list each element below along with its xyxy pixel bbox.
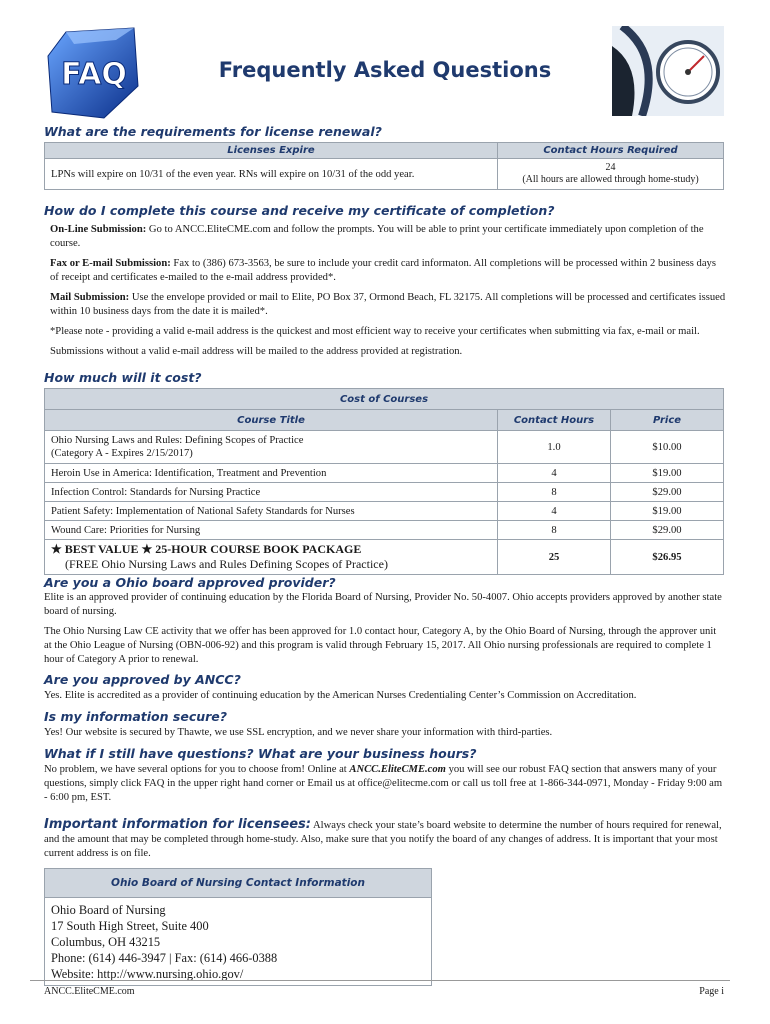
contact-line-1: Ohio Board of Nursing: [51, 903, 166, 917]
course-price: $19.00: [611, 502, 724, 521]
q5-heading: Are you approved by ANCC?: [44, 672, 241, 687]
col-contact-hours: Contact Hours: [498, 410, 611, 431]
renewal-text: LPNs will expire on 10/31 of the even year. RNs will expire on 10/31 of the odd year.: [45, 159, 498, 190]
page-title: Frequently Asked Questions: [218, 58, 552, 82]
contact-line-5[interactable]: Website: http://www.nursing.ohio.gov/: [51, 967, 244, 981]
course-price: $29.00: [611, 483, 724, 502]
online-label: On-Line Submission:: [50, 224, 147, 235]
cost-table-title: Cost of Courses: [45, 389, 724, 410]
q4-heading: Are you a Ohio board approved provider?: [44, 575, 336, 590]
package-price: $26.95: [611, 540, 724, 575]
q7-text-a: No problem, we have several options for you to choose from! Online at: [44, 764, 350, 775]
package-row: [45, 540, 724, 575]
q7-text-b: you will see our robust FAQ section that answers many of your questions, simply click FAQ in the upper right hand corner or Email us at office@elitecme.com or call us toll free at 1-866-344-0971, Monday - Friday 9:00 am - 6:00 pm, EST.: [44, 764, 723, 803]
course-hours: 8: [498, 521, 611, 540]
fax-text: Fax to (386) 673-3563, be sure to include your credit card informaton. All completions will be processed within 2 business days of receipt and certificates e-mailed to the e-mail address provided*.: [50, 258, 716, 283]
q4-paragraph-2: The Ohio Nursing Law CE activity that we offer has been approved for 1.0 contact hour, Category A, by the Ohio Board of Nursing, through the approver unit at the Ohio League of Nursing (OBN-006-92) and this program is valid through February 15, 2017. All Ohio nursing professionals are required to complete 1 hour of Category A prior to renewal.: [44, 626, 717, 665]
footer-divider: [30, 980, 730, 981]
q4-body: [44, 591, 726, 667]
course-hours: 4: [498, 464, 611, 483]
course-price: $19.00: [611, 464, 724, 483]
course-title: Infection Control: Standards for Nursing Practice: [45, 483, 498, 502]
course-hours: 1.0: [498, 431, 611, 464]
q7-heading: What if I still have questions? What are your business hours?: [44, 746, 477, 761]
q1-heading: What are the requirements for license renewal?: [44, 124, 382, 139]
q8-body: [44, 818, 726, 861]
course-title: Ohio Nursing Laws and Rules: Defining Scopes of Practice: [51, 435, 304, 446]
svg-text:FAQ: FAQ: [61, 57, 127, 92]
hours-required: 24: [605, 162, 616, 173]
package-subtitle: (FREE Ohio Nursing Laws and Rules Defining Scopes of Practice): [65, 557, 388, 571]
renewal-table: [44, 142, 724, 190]
table-row: [45, 464, 724, 483]
q4-paragraph-1: Elite is an approved provider of continuing education by the Florida Board of Nursing, Provider No. 50-4007. Ohio accepts providers approved by another state board of nursing.: [44, 592, 722, 617]
q6-body: Yes! Our website is secured by Thawte, we use SSL encryption, and we never share your information with third-parties.: [44, 727, 553, 738]
website-link[interactable]: ANCC.EliteCME.com: [349, 764, 446, 775]
q3-heading: How much will it cost?: [44, 370, 202, 385]
contact-box: [44, 868, 432, 986]
table-row: [45, 431, 724, 464]
col-contact-hours-required: Contact Hours Required: [498, 143, 724, 159]
table-row: [45, 483, 724, 502]
course-title: Patient Safety: Implementation of National Safety Standards for Nurses: [45, 502, 498, 521]
course-subtitle: (Category A - Expires 2/15/2017): [51, 448, 193, 459]
course-hours: 4: [498, 502, 611, 521]
mail-text: Use the envelope provided or mail to Elite, PO Box 37, Ormond Beach, FL 32175. All completions will be processed and certificates issued within 10 business days from the date it is mailed*.: [50, 292, 726, 317]
online-text: Go to ANCC.EliteCME.com and follow the prompts. You will be able to print your certificate immediately upon completion of the course.: [50, 224, 704, 249]
cost-table: [44, 388, 724, 575]
course-price: $10.00: [611, 431, 724, 464]
mail-label: Mail Submission:: [50, 292, 130, 303]
q8-heading: Important information for licensees:: [44, 817, 311, 832]
package-title: ★ BEST VALUE ★ 25-HOUR COURSE BOOK PACKAGE: [51, 542, 362, 556]
q7-body: [44, 763, 726, 805]
q5-body: Yes. Elite is accredited as a provider of continuing education by the American Nurses Credentialing Center’s Commission on Accreditation.: [44, 690, 637, 701]
contact-box-title: Ohio Board of Nursing Contact Information: [45, 869, 431, 898]
package-hours: 25: [498, 540, 611, 575]
col-licenses-expire: Licenses Expire: [45, 143, 498, 159]
contact-line-3: Columbus, OH 43215: [51, 935, 161, 949]
course-price: $29.00: [611, 521, 724, 540]
contact-line-4: Phone: (614) 446-3947 | Fax: (614) 466-0388: [51, 951, 278, 965]
course-hours: 8: [498, 483, 611, 502]
q2-body: [50, 223, 726, 359]
table-row: [45, 521, 724, 540]
fax-label: Fax or E-mail Submission:: [50, 258, 171, 269]
course-title: Heroin Use in America: Identification, Treatment and Prevention: [45, 464, 498, 483]
footer-page: Page i: [699, 986, 724, 997]
q2-heading: How do I complete this course and receive my certificate of completion?: [44, 203, 555, 218]
table-row: [45, 502, 724, 521]
hours-note: (All hours are allowed through home-study): [522, 174, 699, 185]
email-note-2: Submissions without a valid e-mail address will be mailed to the address provided at registration.: [50, 346, 463, 357]
col-price: Price: [611, 410, 724, 431]
q6-heading: Is my information secure?: [44, 709, 228, 724]
contact-line-2: 17 South High Street, Suite 400: [51, 919, 209, 933]
email-note: *Please note - providing a valid e-mail address is the quickest and most efficient way to receive your certificates when submitting via fax, e-mail or mail.: [50, 326, 700, 337]
course-title: Wound Care: Priorities for Nursing: [45, 521, 498, 540]
q8-text: Always check your state’s board website to determine the number of hours required for renewal, and the amount that may be completed through home-study. Also, make sure that you notify the board of any changes of address. It is important that your most current address is on file.: [44, 820, 722, 859]
footer-left: ANCC.EliteCME.com: [44, 986, 135, 997]
blood-pressure-gauge-image: [612, 26, 724, 116]
col-course-title: Course Title: [45, 410, 498, 431]
